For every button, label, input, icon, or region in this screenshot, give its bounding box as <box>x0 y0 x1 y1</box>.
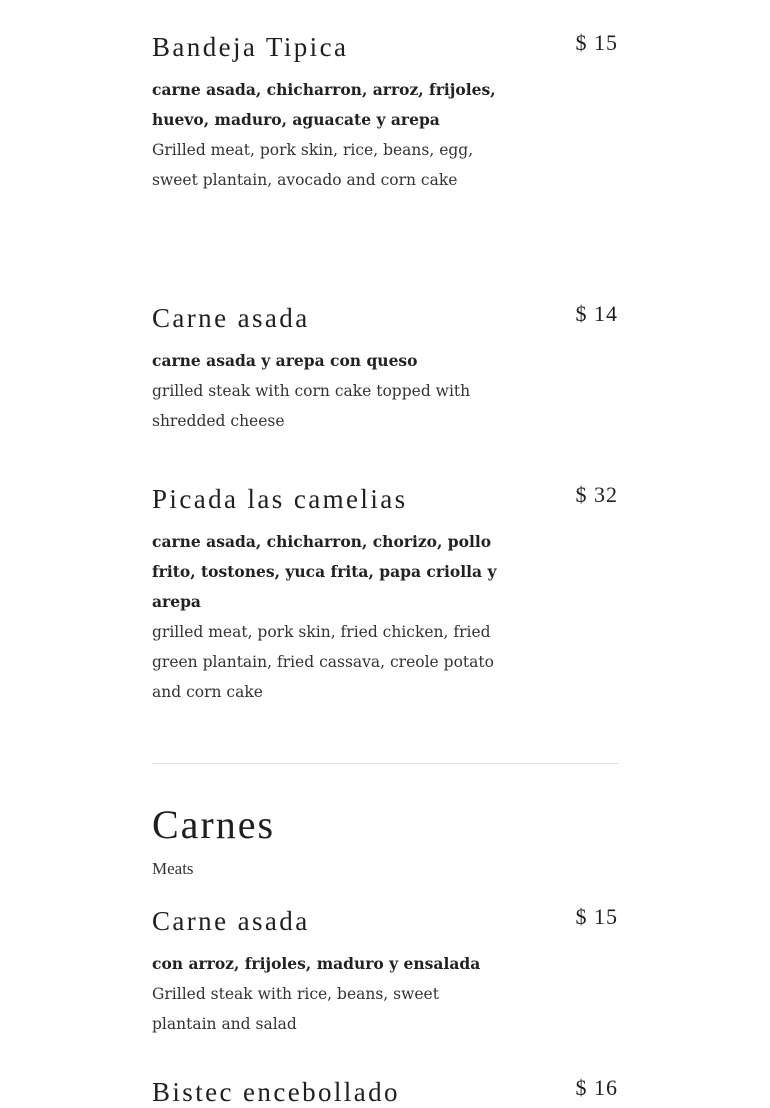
item-price: $ 14 <box>575 301 618 326</box>
item-description-spanish: carne asada, chicharron, arroz, frijoles, huevo, maduro, aguacate y arepa <box>152 80 496 129</box>
item-price: $ 32 <box>575 482 618 507</box>
item-price: $ 15 <box>575 904 618 929</box>
menu-item-bistec-encebollado <box>152 1076 618 1108</box>
item-name: Carne asada <box>152 906 310 936</box>
item-name: Bistec encebollado <box>152 1077 400 1107</box>
item-name: Carne asada <box>152 303 310 333</box>
item-description-english: grilled meat, pork skin, fried chicken, fried green plantain, fried cassava, creole potato and corn cake <box>152 623 494 701</box>
section-subtitle: Meats <box>152 859 194 878</box>
item-price: $ 16 <box>575 1075 618 1100</box>
item-description-english: Grilled meat, pork skin, rice, beans, egg, sweet plantain, avocado and corn cake <box>152 141 474 189</box>
item-description-spanish: con arroz, frijoles, maduro y ensalada <box>152 954 481 973</box>
item-name: Bandeja Tipica <box>152 32 349 62</box>
section-title: Carnes <box>152 802 276 847</box>
item-description-english: grilled steak with corn cake topped with shredded cheese <box>152 382 471 430</box>
item-price: $ 15 <box>575 30 618 55</box>
menu-item-carne-asada-meats <box>152 905 618 1039</box>
item-name: Picada las camelias <box>152 484 408 514</box>
item-description-spanish: carne asada, chicharron, chorizo, pollo frito, tostones, yuca frita, papa criolla y arepa <box>152 532 497 611</box>
section-header-carnes <box>152 803 618 881</box>
menu-item-carne-asada <box>152 302 618 436</box>
menu-item-picada-las-camelias <box>152 483 618 707</box>
section-divider <box>152 763 618 764</box>
menu-item-bandeja-tipica <box>152 31 618 195</box>
item-description-spanish: carne asada y arepa con queso <box>152 351 418 370</box>
item-description-english: Grilled steak with rice, beans, sweet plantain and salad <box>152 985 439 1033</box>
